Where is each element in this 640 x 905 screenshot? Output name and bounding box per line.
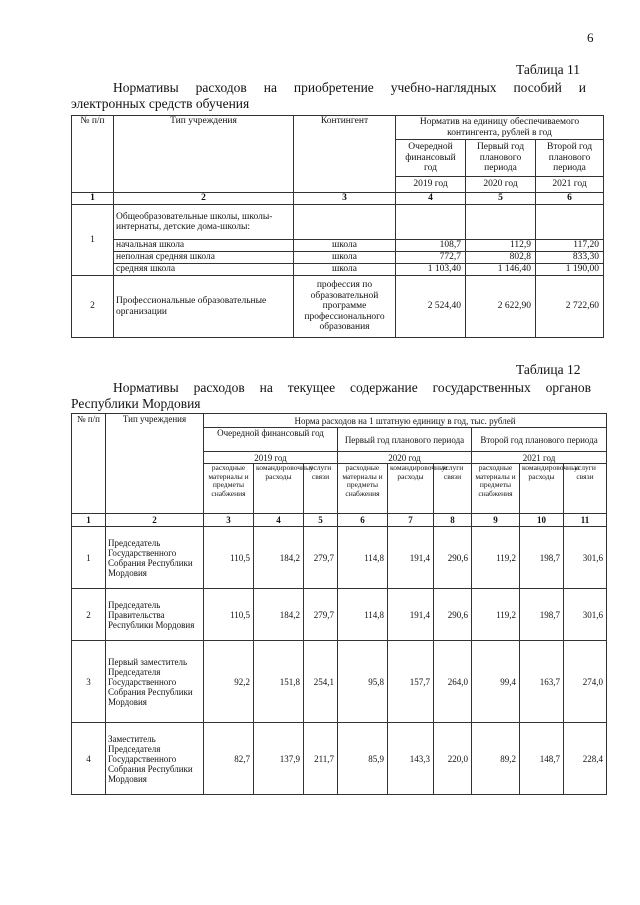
row-type: Общеобразовательные школы, школы-интернаты, детские дома-школы: [114, 205, 294, 240]
value-cell: 143,3 [388, 723, 434, 795]
value-cell: 228,4 [564, 723, 607, 795]
value-cell: 110,5 [204, 527, 254, 589]
table-11 [71, 115, 604, 338]
value-cell: 191,4 [388, 589, 434, 641]
value-cell: 92,2 [204, 641, 254, 723]
col-number: 5 [304, 514, 338, 527]
row-type: Заместитель Председателя Государственного Собрания Республики Мордовия [106, 723, 204, 795]
col-number: 4 [396, 193, 466, 205]
value-cell: 833,30 [536, 252, 604, 264]
header-norm: Норматив на единицу обеспечиваемого контингента, рублей в год [396, 116, 604, 140]
value-cell: 290,6 [434, 589, 472, 641]
row-num: 2 [72, 276, 114, 338]
value-cell: 2 622,90 [466, 276, 536, 338]
header-year-1: 2019 год [204, 452, 338, 464]
row-num: 1 [72, 527, 106, 589]
sub-row-contingent: школа [294, 240, 396, 252]
value-cell: 184,2 [254, 589, 304, 641]
subheader-travel: командировочные расходы [388, 464, 434, 514]
table-11-label: Таблица 11 [516, 62, 580, 77]
row-type: Председатель Государственного Собрания Республики Мордовия [106, 527, 204, 589]
row-type: Профессиональные образовательные организации [114, 276, 294, 338]
header-num: № п/п [72, 116, 114, 193]
sub-row-type: средняя школа [114, 264, 294, 276]
col-number: 1 [72, 514, 106, 527]
value-cell: 137,9 [254, 723, 304, 795]
header-period-3: Второй год планового периода [536, 140, 604, 177]
col-number: 8 [434, 514, 472, 527]
sub-row-type: неполная средняя школа [114, 252, 294, 264]
table-12-heading-line1: Нормативы расходов на текущее содержание государственных органов [113, 380, 591, 395]
table-11-heading-line1: Нормативы расходов на приобретение учебно-наглядных пособий и [113, 80, 586, 95]
table-row [72, 641, 607, 723]
table-11-heading-line2: электронных средств обучения [71, 96, 250, 111]
value-cell: 148,7 [520, 723, 564, 795]
row-type: Первый заместитель Председателя Государственного Собрания Республики Мордовия [106, 641, 204, 723]
subheader-travel: командировочные расходы [254, 464, 304, 514]
header-period-1: Очередной финансовый год [396, 140, 466, 177]
value-cell: 290,6 [434, 527, 472, 589]
col-number: 6 [536, 193, 604, 205]
value-cell: 254,1 [304, 641, 338, 723]
value-cell: 110,5 [204, 589, 254, 641]
value-cell: 157,7 [388, 641, 434, 723]
col-number: 10 [520, 514, 564, 527]
value-cell: 119,2 [472, 589, 520, 641]
col-number: 6 [338, 514, 388, 527]
value-cell: 82,7 [204, 723, 254, 795]
row-num: 3 [72, 641, 106, 723]
value-cell: 184,2 [254, 527, 304, 589]
subheader-materials: расходные материалы и предметы снабжения [472, 464, 520, 514]
header-contingent: Контингент [294, 116, 396, 193]
value-cell: 802,8 [466, 252, 536, 264]
value-cell: 1 146,40 [466, 264, 536, 276]
header-period-2: Первый год планового периода [466, 140, 536, 177]
col-number: 2 [106, 514, 204, 527]
value-cell: 95,8 [338, 641, 388, 723]
table-12 [71, 413, 607, 795]
col-number: 9 [472, 514, 520, 527]
table-row [72, 723, 607, 795]
value-cell: 301,6 [564, 589, 607, 641]
value-cell: 2 524,40 [396, 276, 466, 338]
row-num: 2 [72, 589, 106, 641]
table-row [72, 589, 607, 641]
value-cell: 151,8 [254, 641, 304, 723]
value-cell: 279,7 [304, 589, 338, 641]
table-12-label: Таблица 12 [516, 362, 581, 377]
header-year-3: 2021 год [472, 452, 607, 464]
row-contingent: профессия по образовательной программе профессионального образования [294, 276, 396, 338]
header-period-2: Первый год планового периода [338, 428, 472, 452]
sub-row-contingent: школа [294, 264, 396, 276]
value-cell: 274,0 [564, 641, 607, 723]
subheader-communication: услуги связи [564, 464, 607, 514]
header-period-3: Второй год планового периода [472, 428, 607, 452]
col-number: 5 [466, 193, 536, 205]
value-cell: 2 722,60 [536, 276, 604, 338]
page-number: 6 [587, 30, 594, 45]
value-cell: 112,9 [466, 240, 536, 252]
header-year-3: 2021 год [536, 177, 604, 193]
col-number: 4 [254, 514, 304, 527]
subheader-communication: услуги связи [304, 464, 338, 514]
subheader-communication: услуги связи [434, 464, 472, 514]
header-year-2: 2020 год [338, 452, 472, 464]
col-number: 3 [294, 193, 396, 205]
value-cell: 114,8 [338, 527, 388, 589]
col-number: 2 [114, 193, 294, 205]
row-type: Председатель Правительства Республики Мордовия [106, 589, 204, 641]
sub-row-contingent: школа [294, 252, 396, 264]
header-period-1: Очередной финансовый год [204, 428, 338, 452]
empty-cell [294, 205, 396, 240]
value-cell: 264,0 [434, 641, 472, 723]
value-cell: 220,0 [434, 723, 472, 795]
value-cell: 191,4 [388, 527, 434, 589]
empty-cell [536, 205, 604, 240]
value-cell: 279,7 [304, 527, 338, 589]
table-12-heading-line2: Республики Мордовия [71, 396, 201, 411]
value-cell: 108,7 [396, 240, 466, 252]
header-type: Тип учреждения [106, 414, 204, 514]
value-cell: 211,7 [304, 723, 338, 795]
subheader-materials: расходные материалы и предметы снабжения [204, 464, 254, 514]
header-year-1: 2019 год [396, 177, 466, 193]
value-cell: 301,6 [564, 527, 607, 589]
value-cell: 117,20 [536, 240, 604, 252]
subheader-travel: командировочные расходы [520, 464, 564, 514]
value-cell: 89,2 [472, 723, 520, 795]
header-year-2: 2020 год [466, 177, 536, 193]
value-cell: 119,2 [472, 527, 520, 589]
header-num: № п/п [72, 414, 106, 514]
header-norm: Норма расходов на 1 штатную единицу в год, тыс. рублей [204, 414, 607, 428]
col-number: 7 [388, 514, 434, 527]
header-type: Тип учреждения [114, 116, 294, 193]
value-cell: 1 190,00 [536, 264, 604, 276]
value-cell: 772,7 [396, 252, 466, 264]
row-num: 1 [72, 205, 114, 276]
value-cell: 114,8 [338, 589, 388, 641]
value-cell: 99,4 [472, 641, 520, 723]
empty-cell [466, 205, 536, 240]
value-cell: 85,9 [338, 723, 388, 795]
value-cell: 1 103,40 [396, 264, 466, 276]
table-row [72, 527, 607, 589]
sub-row-type: начальная школа [114, 240, 294, 252]
value-cell: 198,7 [520, 527, 564, 589]
empty-cell [396, 205, 466, 240]
subheader-materials: расходные материалы и предметы снабжения [338, 464, 388, 514]
value-cell: 198,7 [520, 589, 564, 641]
value-cell: 163,7 [520, 641, 564, 723]
col-number: 1 [72, 193, 114, 205]
col-number: 11 [564, 514, 607, 527]
col-number: 3 [204, 514, 254, 527]
row-num: 4 [72, 723, 106, 795]
